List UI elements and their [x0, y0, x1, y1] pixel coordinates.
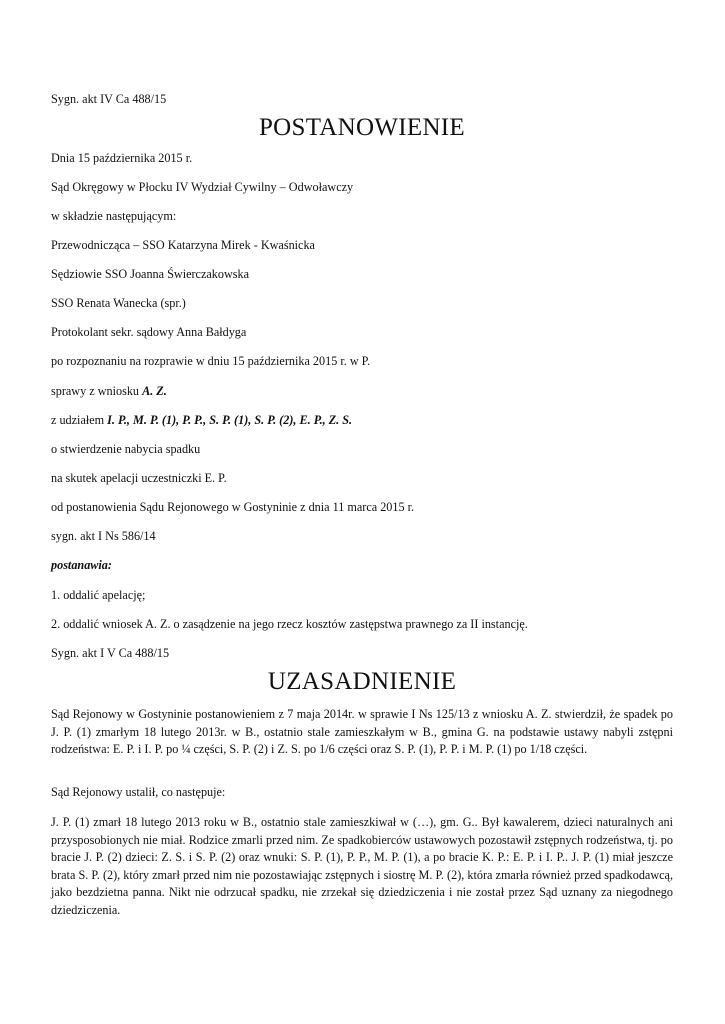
participants-prefix: z udziałem — [51, 413, 108, 427]
justification-paragraph: Sąd Rejonowy w Gostyninie postanowieniem z 7 maja 2014r. w sprawie I Ns 125/13 z wniosku A. Z. stwierdził, że spadek po J. P. (1) zmarłym 18 lutego 2013r. w B., ostatnio stale zamieszkałym w B., gmina G. na podstawie ustawy nabyli zstępni rodzeństwa: E. P. i I. P. po ¼ części, S. P. (2) i Z. S. po 1/6 części oraz S. P. (1), P. P. i M. P. (1) po 1/18 części. — [51, 707, 673, 757]
judge-rapporteur: SSO Renata Wanecka (spr.) — [51, 296, 186, 310]
justification-title: UZASADNIENIE — [267, 668, 457, 695]
ruling-item: 2. oddalić wniosek A. Z. o zasądzenie na jego rzecz kosztów zastępstwa prawnego za II instancję. — [51, 617, 528, 631]
hearing-info: po rozpoznaniu na rozprawie w dniu 15 października 2015 r. w P. — [51, 354, 371, 368]
ruling-item: 1. oddalić apelację; — [51, 588, 146, 602]
case-subject: o stwierdzenie nabycia spadku — [51, 442, 201, 456]
case-prefix: sprawy z wniosku — [51, 384, 143, 398]
court-name: Sąd Okręgowy w Płocku IV Wydział Cywilny – Odwoławczy — [51, 180, 354, 194]
participants-names: I. P., M. P. (1), P. P., S. P. (1), S. P. (2), E. P., Z. S. — [107, 413, 353, 427]
lower-court-signature: sygn. akt I Ns 586/14 — [51, 529, 156, 543]
presiding-judge: Przewodnicząca – SSO Katarzyna Mirek - Kwaśnicka — [51, 238, 315, 252]
justification-paragraph: Sąd Rejonowy ustalił, co następuje: — [51, 785, 226, 799]
appeal-info: na skutek apelacji uczestniczki E. P. — [51, 471, 227, 485]
document-title: POSTANOWIENIE — [258, 114, 466, 141]
justification-paragraph: J. P. (1) zmarł 18 lutego 2013 roku w B., ostatnio stale zamieszkiwał w (…), gm. G.. Był kawalerem, dzieci naturalnych ani przysposobionych nie miał. Rodzice zmarli przed nim. Ze spadkobierców ustawowych pozostawił zstępnych rodzeństwa, tj. po bracie J. P. (2) dzieci: Z. S. i S. P. (2) oraz wnuki: S. P. (1), P. P., M. P. (1), a po bracie K. P.: E. P. i I. P.. J. P. (1) miał jeszcze brata S. P. (2), który zmarł przed nim nie pozostawiając zstępnych i siostrę M. P. (2), która zmarła również przed spadkodawcą, jako bezdzietna panna. Nikt nie odrzucał spadku, nie zrzekał się dziedziczenia i nie został przez Sąd uznany za niegodnego dziedziczenia. — [51, 815, 673, 917]
case-applicant-line — [51, 384, 167, 399]
lower-court-decision: od postanowienia Sądu Rejonowego w Gostyninie z dnia 11 marca 2015 r. — [51, 500, 415, 514]
judges: Sędziowie SSO Joanna Świerczakowska — [51, 267, 250, 281]
decides-label: postanawia: — [51, 558, 112, 572]
applicant-name: A. Z. — [142, 384, 167, 398]
case-signature-top: Sygn. akt IV Ca 488/15 — [51, 92, 167, 106]
court-clerk: Protokolant sekr. sądowy Anna Bałdyga — [51, 325, 247, 339]
decision-date: Dnia 15 października 2015 r. — [51, 151, 193, 165]
participants-line — [51, 413, 352, 428]
composition-intro: w składzie następującym: — [51, 209, 177, 223]
case-signature-bottom: Sygn. akt I V Ca 488/15 — [51, 646, 170, 660]
